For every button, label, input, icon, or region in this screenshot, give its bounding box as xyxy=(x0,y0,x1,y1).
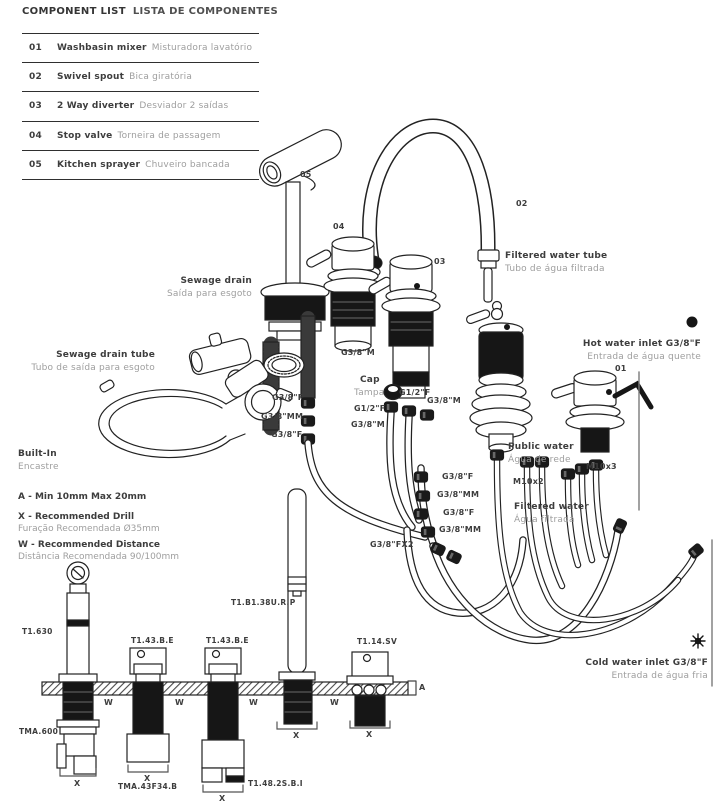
component-number: 03 xyxy=(29,101,42,112)
sewage-drain-tube-coil-drawing xyxy=(99,379,245,458)
fitting-label: G1/2"F xyxy=(354,404,386,413)
page-title-pt: LISTA DE COMPONENTES xyxy=(132,6,279,17)
component-name-pt: Torneira de passagem xyxy=(117,130,221,141)
code-tma43f34b: TMA.43F34.B xyxy=(118,782,178,791)
spout-base-drawing xyxy=(465,302,532,453)
component-name-en: Washbasin mixer xyxy=(56,43,147,54)
callout-01: 01 xyxy=(615,364,627,373)
unit-valve-right-drawing xyxy=(202,648,244,792)
filtered-water-tube-label: Filtered water tube Tubo de água filtrada xyxy=(505,251,608,274)
sewage-drain-tube-label: Sewage drain tube Tubo de saída para esgoto xyxy=(31,350,155,373)
sewage-drain-label: Sewage drain Saída para esgoto xyxy=(166,276,252,299)
callout-02: 02 xyxy=(516,199,528,208)
public-water-label: Public water Água de rede xyxy=(508,442,574,465)
callout-dot-icon xyxy=(606,389,612,395)
fitting-label: G3/8"MM xyxy=(261,412,304,421)
dim-x: X xyxy=(74,779,81,788)
component-list-table xyxy=(22,33,259,180)
component-name-pt: Chuveiro bancada xyxy=(145,159,230,170)
sprayer-column-drawing xyxy=(288,489,306,673)
cap-label-pt: Tampa xyxy=(354,388,385,398)
fitting-label: G3/8"FX2 xyxy=(370,540,414,549)
unit-valve-left-drawing xyxy=(127,648,169,772)
countertop-section-drawing xyxy=(42,562,416,792)
dim-x: X xyxy=(293,731,300,740)
code-t1482sbi: T1.48.2S.B.I xyxy=(248,779,303,788)
note-a: A - Min 10mm Max 20mm xyxy=(18,492,147,502)
dim-x: X xyxy=(366,730,373,739)
snowflake-icon xyxy=(691,634,705,648)
component-row xyxy=(22,150,259,179)
fitting-label: M10x3 xyxy=(586,462,617,471)
component-name-en: Swivel spout xyxy=(56,72,125,83)
fitting-label: G3/8"M xyxy=(341,348,375,357)
component-name-pt: Desviador 2 saídas xyxy=(139,101,229,112)
component-name-en: Kitchen sprayer xyxy=(56,159,141,170)
callout-05: 05 xyxy=(300,170,312,179)
component-name-en: Stop valve xyxy=(56,130,113,141)
fitting-label: M10x2 xyxy=(513,477,544,486)
ring-nut-drawing xyxy=(264,353,304,377)
fitting-label: G3/8"M xyxy=(427,396,461,405)
component-row xyxy=(22,62,259,91)
dim-w: W xyxy=(249,698,259,707)
dim-w: W xyxy=(330,698,340,707)
fitting-label: G3/8"F xyxy=(272,393,304,402)
component-row xyxy=(22,91,259,120)
fitting-label: G3/8"MM xyxy=(437,490,480,499)
dim-w: W xyxy=(175,698,185,707)
filtered-water-label: Filtered water Água filtrada xyxy=(514,502,589,525)
unit-mixer-drawing xyxy=(57,562,99,776)
component-row xyxy=(22,33,259,62)
dim-x: X xyxy=(219,794,226,803)
code-t1630: T1.630 xyxy=(22,627,53,636)
note-w: W - Recommended Distance Distância Recomendada 90/100mm xyxy=(18,540,180,562)
component-row xyxy=(22,121,259,150)
built-in-label: Built-In Encastre xyxy=(18,449,59,472)
fitting-label: G3/8"F xyxy=(443,508,475,517)
dim-a: A xyxy=(419,683,426,692)
page-title-en: COMPONENT LIST xyxy=(22,6,126,17)
fitting-label: G3/8"F xyxy=(442,472,474,481)
code-t114sv: T1.14.SV xyxy=(357,637,398,646)
fitting-label: G3/8"F xyxy=(271,430,303,439)
callout-03: 03 xyxy=(434,257,446,266)
code-t1b138urp: T1.B1.38U.R.P xyxy=(231,598,296,607)
component-number: 04 xyxy=(29,130,42,141)
callout-dot-icon xyxy=(414,283,420,289)
cold-water-inlet-label: Cold water inlet G3/8"F Entrada de água fria xyxy=(585,658,708,681)
page-title xyxy=(22,6,278,17)
fitting-label: G3/8"MM xyxy=(439,525,482,534)
handle-01-drawing xyxy=(550,371,651,452)
code-t143be-left: T1.43.B.E xyxy=(131,636,174,645)
component-number: 02 xyxy=(29,72,42,83)
callout-dot-icon xyxy=(504,324,510,330)
allen-key-icon xyxy=(615,384,651,407)
component-number: 01 xyxy=(29,43,42,54)
dim-x: X xyxy=(144,774,151,783)
component-name-pt: Bica giratória xyxy=(129,72,193,83)
code-t143be-right: T1.43.B.E xyxy=(206,636,249,645)
unit-sprayer-drawing xyxy=(277,672,317,729)
unit-stop-valve-drawing xyxy=(347,652,393,728)
component-name-en: 2 Way diverter xyxy=(56,101,135,112)
hot-water-inlet-label: Hot water inlet G3/8"F Entrada de água quente xyxy=(582,339,701,362)
note-x: X - Recommended Drill Furação Recomendada Ø35mm xyxy=(18,512,160,534)
fitting-label: G1/2"F xyxy=(399,388,431,397)
fitting-label: G3/8"M xyxy=(351,420,385,429)
dim-w: W xyxy=(104,698,114,707)
threaded-tailpiece-drawing xyxy=(301,316,315,444)
cap-label-en: Cap xyxy=(360,375,380,385)
code-tma600: TMA.600 xyxy=(19,727,59,736)
component-number: 05 xyxy=(29,159,42,170)
callout-04: 04 xyxy=(333,222,345,231)
component-name-pt: Misturadora lavatório xyxy=(151,43,253,54)
hot-water-dot-icon xyxy=(687,317,698,328)
